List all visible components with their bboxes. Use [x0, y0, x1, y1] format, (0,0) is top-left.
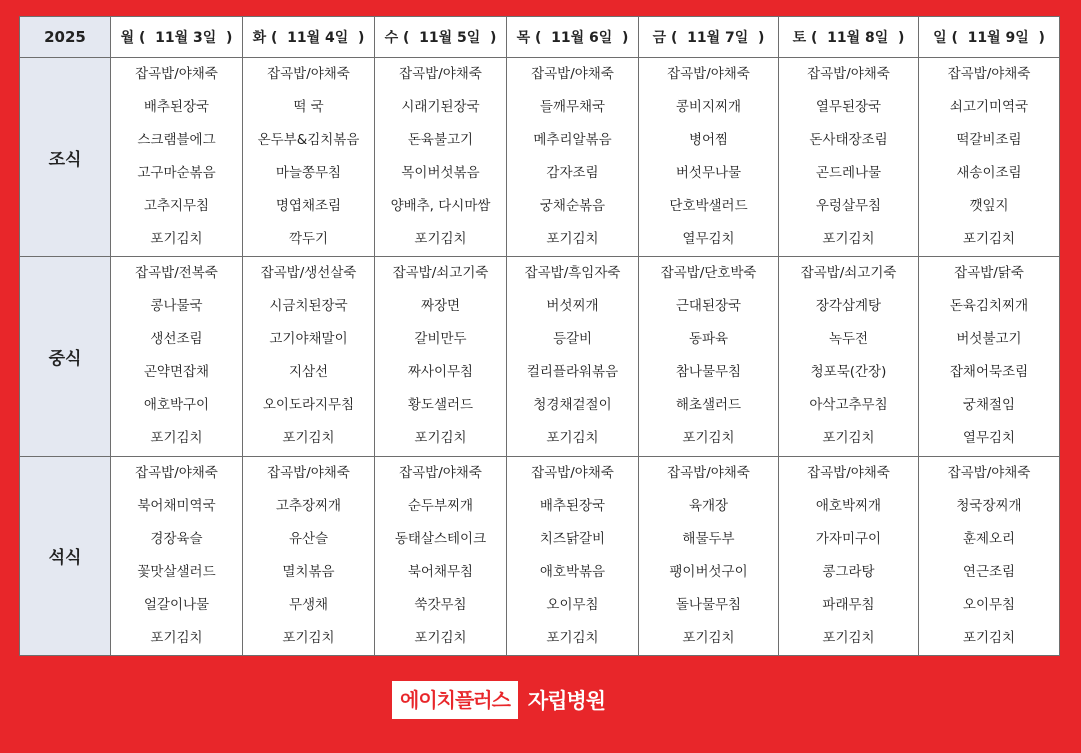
hospital-logo	[392, 681, 605, 719]
day-header: 화 ( 11월 4일 )	[243, 17, 375, 58]
dish-item: 갈비만두	[414, 331, 467, 348]
dish-item: 배추된장국	[143, 99, 210, 115]
dish-item: 애호박볶음	[539, 563, 606, 580]
dish-item: 열무김치	[962, 430, 1016, 447]
dish-item: 잡곡밥/야채죽	[399, 66, 482, 82]
dish-item: 치즈닭갈비	[539, 530, 606, 547]
dish-item: 콩비지찌개	[675, 99, 742, 115]
day-header: 월 ( 11월 3일 )	[111, 17, 243, 58]
dish-item: 돈육김치찌개	[949, 298, 1029, 315]
dish-item: 잡곡밥/야채죽	[807, 66, 890, 82]
dish-item: 연근조림	[962, 563, 1016, 580]
dish-item: 감자조림	[546, 165, 599, 181]
dish-item: 잡곡밥/쇠고기죽	[800, 265, 897, 282]
dish-item: 포기김치	[962, 231, 1016, 247]
dish-item: 시금치된장국	[269, 298, 348, 315]
dish-item: 포기김치	[414, 629, 467, 646]
meal-label: 중식	[20, 257, 111, 456]
dish-item: 양배추, 다시마쌈	[390, 198, 491, 214]
day-header: 수 ( 11월 5일 )	[375, 17, 507, 58]
meal-row	[20, 58, 1060, 257]
dish-item: 등갈비	[552, 331, 593, 348]
dish-item: 궁채순볶음	[539, 198, 606, 214]
dish-item: 얼갈이나물	[143, 596, 210, 613]
dish-item: 잡곡밥/단호박죽	[660, 265, 757, 282]
dish-item: 가자미구이	[815, 530, 882, 547]
dish-item: 깻잎지	[969, 198, 1009, 214]
logo-text: 자립병원	[527, 689, 606, 713]
dish-item: 잡곡밥/생선살죽	[260, 265, 357, 282]
dish-item: 멸치볶음	[282, 563, 335, 580]
dish-item: 잡곡밥/닭죽	[954, 265, 1024, 282]
dish-item: 포기김치	[962, 629, 1016, 646]
dish-item: 열무김치	[682, 231, 735, 247]
dish-item: 포기김치	[822, 231, 875, 247]
day-menu-cell	[243, 456, 375, 655]
dish-item: 동태살스테이크	[394, 530, 487, 547]
dish-item: 버섯무나물	[675, 165, 742, 181]
dish-item: 버섯불고기	[956, 331, 1022, 348]
meal-label: 석식	[20, 456, 111, 655]
day-menu-cell	[507, 58, 639, 257]
dish-item: 순두부찌개	[407, 497, 474, 514]
dish-item: 쑥갓무침	[414, 596, 467, 613]
dish-item: 포기김치	[822, 629, 875, 646]
dish-item: 참나물무침	[675, 364, 742, 381]
day-header: 일 ( 11월 9일 )	[919, 17, 1060, 58]
dish-item: 포기김치	[150, 629, 203, 646]
dish-item: 잡곡밥/야채죽	[947, 464, 1031, 481]
dish-item: 마늘쫑무침	[275, 165, 342, 181]
day-menu-cell	[111, 456, 243, 655]
dish-item: 애호박구이	[143, 397, 210, 414]
dish-item: 짜사이무침	[407, 364, 474, 381]
day-menu-cell	[243, 257, 375, 456]
dish-item: 생선조림	[150, 331, 203, 348]
day-menu-cell	[507, 257, 639, 456]
day-menu-cell	[919, 456, 1060, 655]
dish-item: 아삭고추무침	[809, 397, 888, 414]
dish-item: 곤드레나물	[815, 165, 882, 181]
dish-item: 잡곡밥/전복죽	[135, 265, 218, 282]
dish-item: 훈제오리	[962, 530, 1016, 547]
day-menu-cell	[375, 456, 507, 655]
dish-item: 깍두기	[288, 231, 329, 247]
dish-item: 북어채미역국	[137, 497, 216, 514]
dish-item: 스크램블에그	[137, 132, 216, 148]
dish-item: 시래기된장국	[401, 99, 480, 115]
dish-item: 곤약면잡채	[143, 364, 210, 381]
dish-item: 잡채어묵조림	[949, 364, 1029, 381]
dish-item: 단호박샐러드	[669, 198, 748, 214]
dish-item: 포기김치	[150, 430, 203, 447]
dish-item: 오이도라지무침	[262, 397, 355, 414]
dish-item: 포기김치	[546, 629, 599, 646]
dish-item: 목이버섯볶음	[401, 165, 480, 181]
dish-item: 잡곡밥/야채죽	[667, 464, 750, 481]
day-menu-cell	[639, 456, 779, 655]
dish-item: 잡곡밥/쇠고기죽	[392, 265, 489, 282]
day-menu-cell	[243, 58, 375, 257]
dish-item: 메추리알볶음	[533, 132, 612, 148]
day-menu-cell	[639, 257, 779, 456]
dish-item: 열무된장국	[815, 99, 882, 115]
day-menu-cell	[507, 456, 639, 655]
dish-item: 잡곡밥/야채죽	[267, 66, 350, 82]
day-header: 토 ( 11월 8일 )	[779, 17, 919, 58]
dish-item: 녹두전	[828, 331, 869, 348]
dish-item: 병어찜	[688, 132, 729, 148]
dish-item: 잡곡밥/흑임자죽	[524, 265, 621, 282]
dish-item: 유산슬	[288, 530, 329, 547]
dish-item: 잡곡밥/야채죽	[135, 464, 218, 481]
dish-item: 애호박찌개	[815, 497, 882, 514]
day-header: 목 ( 11월 6일 )	[507, 17, 639, 58]
menu-body	[20, 58, 1060, 656]
dish-item: 육개장	[688, 497, 729, 514]
day-menu-cell	[375, 257, 507, 456]
dish-item: 장각삼계탕	[815, 298, 882, 315]
dish-item: 동파육	[688, 331, 729, 348]
header-row	[20, 17, 1060, 58]
dish-item: 잡곡밥/야채죽	[667, 66, 750, 82]
weekly-menu-table	[19, 16, 1060, 656]
dish-item: 컬리플라워볶음	[526, 364, 619, 381]
day-menu-cell	[779, 58, 919, 257]
logo-box-text: 에이치플러스	[392, 681, 518, 719]
dish-item: 북어채무침	[407, 563, 474, 580]
dish-item: 잡곡밥/야채죽	[531, 464, 614, 481]
day-menu-cell	[375, 58, 507, 257]
day-menu-cell	[919, 58, 1060, 257]
dish-item: 포기김치	[150, 231, 203, 247]
dish-item: 해물두부	[682, 530, 735, 547]
day-menu-cell	[779, 456, 919, 655]
dish-item: 경장육슬	[150, 530, 203, 547]
dish-item: 떡갈비조림	[956, 132, 1022, 148]
dish-item: 청포묵(간장)	[810, 364, 887, 381]
dish-item: 포기김치	[282, 430, 335, 447]
dish-item: 돈사태장조림	[809, 132, 888, 148]
dish-item: 쇠고기미역국	[949, 99, 1029, 115]
day-menu-cell	[111, 257, 243, 456]
dish-item: 포기김치	[282, 629, 335, 646]
dish-item: 포기김치	[546, 231, 599, 247]
meal-row	[20, 456, 1060, 655]
dish-item: 청국장찌개	[956, 497, 1022, 514]
dish-item: 포기김치	[546, 430, 599, 447]
dish-item: 온두부&김치볶음	[257, 132, 360, 148]
menu-frame	[19, 16, 1059, 656]
dish-item: 잡곡밥/야채죽	[267, 464, 350, 481]
dish-item: 떡 국	[293, 99, 324, 115]
dish-item: 오이무침	[962, 596, 1016, 613]
dish-item: 포기김치	[822, 430, 875, 447]
dish-item: 고구마순볶음	[137, 165, 216, 181]
year-header: 2025	[20, 17, 111, 58]
dish-item: 고추장찌개	[275, 497, 342, 514]
dish-item: 황도샐러드	[407, 397, 474, 414]
dish-item: 오이무침	[546, 596, 599, 613]
dish-item: 해초샐러드	[675, 397, 742, 414]
dish-item: 버섯찌개	[546, 298, 599, 315]
dish-item: 돌나물무침	[675, 596, 742, 613]
dish-item: 궁채절임	[962, 397, 1016, 414]
dish-item: 잡곡밥/야채죽	[399, 464, 482, 481]
dish-item: 콩그라탕	[822, 563, 875, 580]
dish-item: 들깨무채국	[539, 99, 606, 115]
dish-item: 근대된장국	[675, 298, 742, 315]
day-menu-cell	[779, 257, 919, 456]
dish-item: 포기김치	[414, 430, 467, 447]
dish-item: 잡곡밥/야채죽	[807, 464, 890, 481]
dish-item: 지삼선	[288, 364, 329, 381]
dish-item: 팽이버섯구이	[669, 563, 748, 580]
dish-item: 잡곡밥/야채죽	[947, 66, 1031, 82]
dish-item: 배추된장국	[539, 497, 606, 514]
dish-item: 청경채겉절이	[533, 397, 612, 414]
day-header: 금 ( 11월 7일 )	[639, 17, 779, 58]
dish-item: 돈육불고기	[407, 132, 474, 148]
dish-item: 포기김치	[682, 430, 735, 447]
meal-row	[20, 257, 1060, 456]
dish-item: 고추지무침	[143, 198, 210, 214]
dish-item: 콩나물국	[150, 298, 203, 315]
meal-label: 조식	[20, 58, 111, 257]
dish-item: 잡곡밥/야채죽	[135, 66, 218, 82]
dish-item: 포기김치	[682, 629, 735, 646]
dish-item: 우렁살무침	[815, 198, 882, 214]
dish-item: 파래무침	[822, 596, 875, 613]
day-menu-cell	[111, 58, 243, 257]
dish-item: 잡곡밥/야채죽	[531, 66, 614, 82]
dish-item: 포기김치	[414, 231, 467, 247]
dish-item: 명엽채조림	[275, 198, 342, 214]
day-menu-cell	[639, 58, 779, 257]
dish-item: 무생채	[288, 596, 329, 613]
dish-item: 고기야채말이	[269, 331, 348, 348]
dish-item: 꽃맛살샐러드	[137, 563, 216, 580]
day-menu-cell	[919, 257, 1060, 456]
dish-item: 짜장면	[420, 298, 461, 315]
dish-item: 새송이조림	[956, 165, 1022, 181]
